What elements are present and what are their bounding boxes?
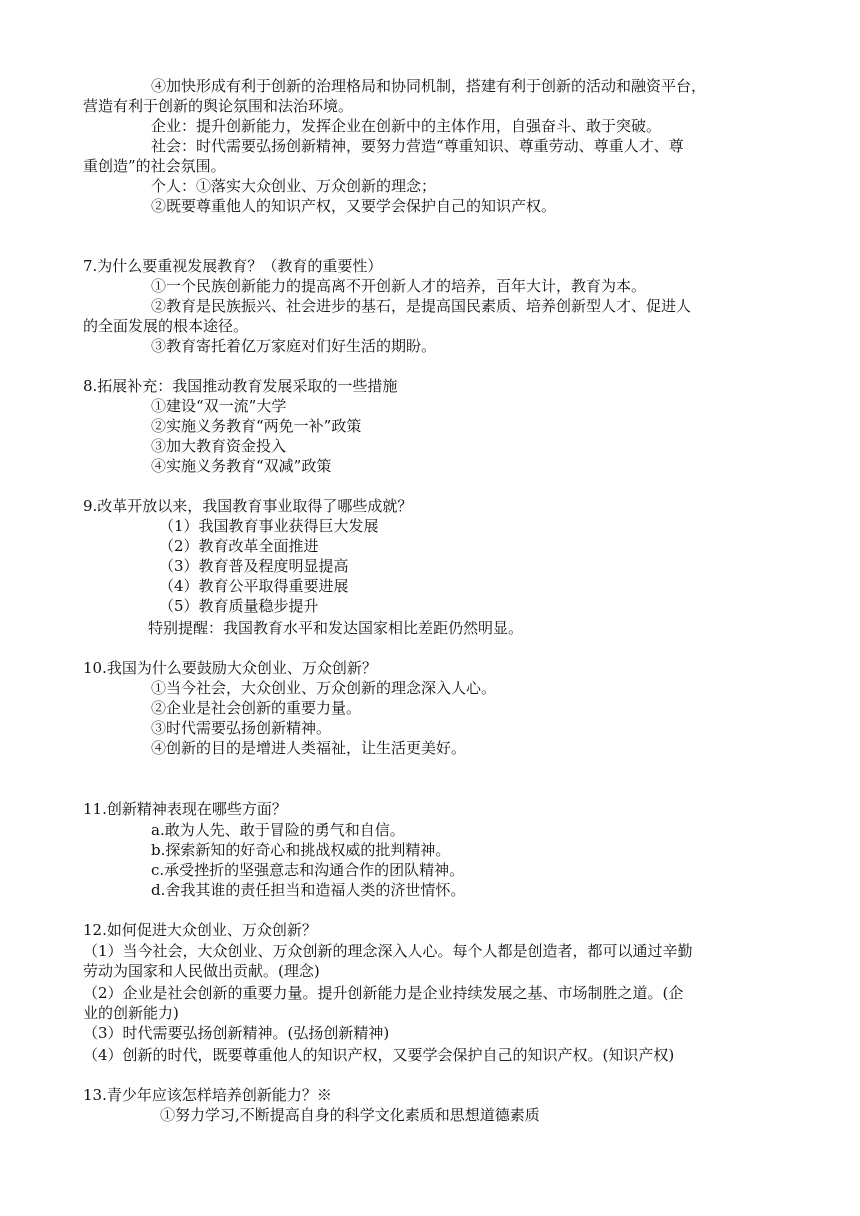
list-item: ①建设“双一流”大学 [151, 397, 287, 415]
text-line: 社会：时代需要弘扬创新精神，要努力营造“尊重知识、尊重劳动、尊重人才、尊 [151, 137, 684, 155]
list-item: ①努力学习,不断提高自身的科学文化素质和思想道德素质 [160, 1106, 540, 1124]
question-heading: 9.改革开放以来，我国教育事业取得了哪些成就？ [83, 497, 413, 515]
text-line: ②既要尊重他人的知识产权，又要学会保护自己的知识产权。 [151, 197, 557, 215]
text-line: 个人：①落实大众创业、万众创新的理念； [151, 177, 437, 195]
question-heading: 8.拓展补充：我国推动教育发展采取的一些措施 [83, 377, 398, 395]
list-item: （3）教育普及程度明显提高 [159, 557, 349, 575]
question-heading: 12.如何促进大众创业、万众创新？ [83, 921, 317, 939]
list-item: ②企业是社会创新的重要力量。 [151, 699, 362, 717]
text-line: 劳动为国家和人民做出贡献。(理念) [83, 962, 320, 980]
question-heading: 11.创新精神表现在哪些方面？ [83, 800, 287, 818]
question-heading: 13.青少年应该怎样培养创新能力？※ [83, 1086, 332, 1104]
text-line: ②教育是民族振兴、社会进步的基石，是提高国民素质、培养创新型人才、促进人 [151, 297, 692, 315]
text-line: ③教育寄托着亿万家庭对们好生活的期盼。 [151, 337, 437, 355]
text-line: 业的创新能力) [83, 1004, 179, 1022]
reminder-note: 特别提醒：我国教育水平和发达国家相比差距仍然明显。 [148, 619, 524, 637]
list-item: ④实施义务教育“双减”政策 [151, 457, 332, 475]
text-line: （4）创新的时代，既要尊重他人的知识产权，又要学会保护自己的知识产权。(知识产权) [83, 1046, 675, 1064]
list-item: （1）我国教育事业获得巨大发展 [159, 517, 379, 535]
list-item: ②实施义务教育“两免一补”政策 [151, 417, 362, 435]
text-line: 企业：提升创新能力，发挥企业在创新中的主体作用，自强奋斗、敢于突破。 [151, 117, 662, 135]
list-item: ④创新的目的是增进人类福祉，让生活更美好。 [151, 739, 467, 757]
text-line: （3）时代需要弘扬创新精神。(弘扬创新精神) [83, 1024, 390, 1042]
list-item: （5）教育质量稳步提升 [159, 597, 319, 615]
text-line: 营造有利于创新的舆论氛围和法治环境。 [83, 97, 354, 115]
list-item: （4）教育公平取得重要进展 [159, 577, 349, 595]
list-item: ③时代需要弘扬创新精神。 [151, 719, 332, 737]
list-item: b.探索新知的好奇心和挑战权威的批判精神。 [151, 841, 451, 859]
text-line: （1）当今社会，大众创业、万众创新的理念深入人心。每个人都是创造者，都可以通过辛勤 [83, 942, 693, 960]
list-item: d.舍我其谁的责任担当和造福人类的济世情怀。 [151, 881, 466, 899]
text-line: （2）企业是社会创新的重要力量。提升创新能力是企业持续发展之基、市场制胜之道。(企 [83, 984, 684, 1002]
text-line: 的全面发展的根本途径。 [83, 317, 249, 335]
list-item: （2）教育改革全面推进 [159, 537, 319, 555]
question-heading: 7.为什么要重视发展教育？（教育的重要性） [83, 257, 383, 275]
list-item: ③加大教育资金投入 [151, 437, 287, 455]
text-line: 重创造”的社会氛围。 [83, 157, 226, 175]
question-heading: 10.我国为什么要鼓励大众创业、万众创新？ [83, 659, 377, 677]
list-item: c.承受挫折的坚强意志和沟通合作的团队精神。 [151, 861, 465, 879]
list-item: a.敢为人先、敢于冒险的勇气和自信。 [151, 821, 405, 839]
text-line: ①一个民族创新能力的提高离不开创新人才的培养，百年大计，教育为本。 [151, 277, 647, 295]
text-line: ④加快形成有利于创新的治理格局和协同机制，搭建有利于创新的活动和融资平台， [151, 77, 707, 95]
list-item: ①当今社会，大众创业、万众创新的理念深入人心。 [151, 679, 497, 697]
